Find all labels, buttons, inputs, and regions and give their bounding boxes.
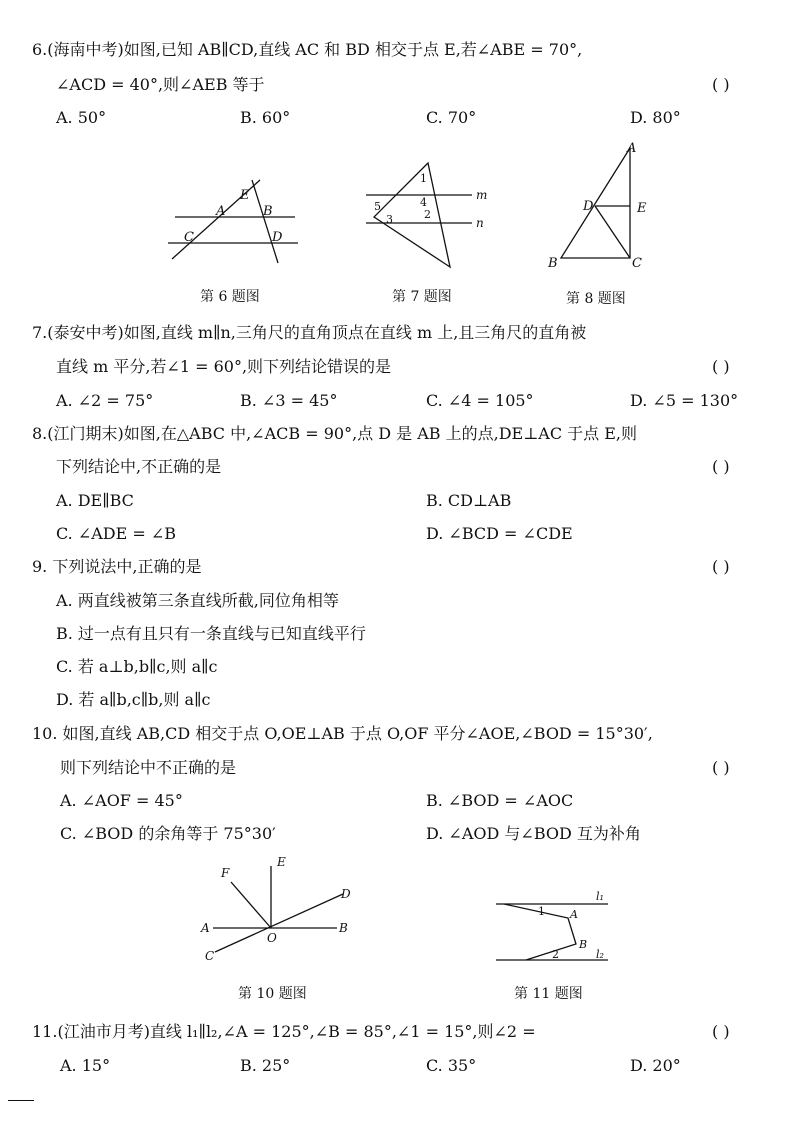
- option-8b[interactable]: B. CD⊥AB: [426, 491, 512, 510]
- question-7-line-2: 直线 m 平分,若∠1 = 60°,则下列结论错误的是: [56, 357, 392, 376]
- option-10d[interactable]: D. ∠AOD 与∠BOD 互为补角: [426, 824, 641, 843]
- question-10-line-1: 10. 如图,直线 AB,CD 相交于点 O,OE⊥AB 于点 O,OF 平分∠AOE,∠BOD = 15°30′,: [32, 724, 653, 743]
- option-6a[interactable]: A. 50°: [56, 108, 107, 127]
- figure-10-caption: 第 10 题图: [238, 986, 307, 1002]
- fig7-label-n: n: [476, 216, 484, 230]
- option-10b[interactable]: B. ∠BOD = ∠AOC: [426, 791, 574, 810]
- figure-6-caption: 第 6 题图: [200, 289, 260, 305]
- question-6-line-1: 6.(海南中考)如图,已知 AB∥CD,直线 AC 和 BD 相交于点 E,若∠ABE = 70°,: [32, 40, 583, 59]
- fig8-label-d: D: [583, 199, 594, 214]
- option-9b[interactable]: B. 过一点有且只有一条直线与已知直线平行: [56, 624, 366, 643]
- figure-11: [490, 888, 630, 968]
- fig10-label-d: D: [341, 887, 351, 901]
- question-11-line-1: 11.(江油市月考)直线 l₁∥l₂,∠A = 125°,∠B = 85°,∠1 = 15°,则∠2 =: [32, 1022, 536, 1041]
- option-10c[interactable]: C. ∠BOD 的余角等于 75°30′: [60, 824, 276, 843]
- option-11d[interactable]: D. 20°: [630, 1056, 681, 1075]
- option-7c[interactable]: C. ∠4 = 105°: [426, 391, 534, 410]
- figure-7: [360, 155, 490, 265]
- fig10-label-b: B: [339, 921, 348, 935]
- question-9-line-1: 9. 下列说法中,正确的是: [32, 557, 202, 576]
- answer-paren-11[interactable]: ( ): [712, 1022, 730, 1041]
- option-11c[interactable]: C. 35°: [426, 1056, 477, 1075]
- option-6d[interactable]: D. 80°: [630, 108, 681, 127]
- fig11-label-l1: l₁: [596, 890, 604, 903]
- footer-rule: [8, 1100, 34, 1101]
- option-7a[interactable]: A. ∠2 = 75°: [56, 391, 154, 410]
- fig11-label-1: 1: [538, 905, 545, 918]
- fig11-label-b: B: [579, 938, 588, 951]
- figure-8: [545, 140, 665, 270]
- question-8-line-1: 8.(江门期末)如图,在△ABC 中,∠ACB = 90°,点 D 是 AB 上的点,DE⊥AC 于点 E,则: [32, 424, 638, 443]
- figure-7-caption: 第 7 题图: [392, 289, 452, 305]
- fig8-label-c: C: [632, 256, 642, 271]
- option-9d[interactable]: D. 若 a∥b,c∥b,则 a∥c: [56, 690, 211, 709]
- option-10a[interactable]: A. ∠AOF = 45°: [60, 791, 183, 810]
- fig7-label-3: 3: [386, 213, 393, 226]
- option-9c[interactable]: C. 若 a⊥b,b∥c,则 a∥c: [56, 657, 218, 676]
- answer-paren-6[interactable]: ( ): [712, 75, 730, 94]
- fig10-label-f: F: [221, 866, 230, 880]
- fig10-label-e: E: [277, 855, 286, 869]
- question-10-line-2: 则下列结论中不正确的是: [60, 758, 237, 777]
- answer-paren-8[interactable]: ( ): [712, 457, 730, 476]
- fig6-label-a: A: [216, 204, 226, 219]
- fig6-label-d: D: [272, 230, 283, 245]
- fig7-label-2: 2: [424, 208, 431, 221]
- answer-paren-10[interactable]: ( ): [712, 758, 730, 777]
- fig7-label-4: 4: [420, 196, 427, 209]
- fig6-label-e: E: [240, 188, 250, 203]
- fig11-label-a: A: [570, 908, 578, 921]
- figure-8-caption: 第 8 题图: [566, 291, 626, 307]
- fig8-label-b: B: [548, 256, 558, 271]
- fig7-label-1: 1: [420, 172, 427, 185]
- option-8d[interactable]: D. ∠BCD = ∠CDE: [426, 524, 573, 543]
- option-6b[interactable]: B. 60°: [240, 108, 291, 127]
- option-7b[interactable]: B. ∠3 = 45°: [240, 391, 338, 410]
- option-11a[interactable]: A. 15°: [60, 1056, 111, 1075]
- fig11-label-l2: l₂: [596, 948, 604, 961]
- fig11-label-2: 2: [552, 948, 559, 961]
- fig6-label-b: B: [263, 204, 273, 219]
- option-8a[interactable]: A. DE∥BC: [56, 491, 134, 510]
- option-11b[interactable]: B. 25°: [240, 1056, 291, 1075]
- question-6-line-2: ∠ACD = 40°,则∠AEB 等于: [56, 75, 265, 94]
- figure-10: [195, 852, 365, 970]
- answer-paren-9[interactable]: ( ): [712, 557, 730, 576]
- fig7-label-m: m: [476, 188, 488, 202]
- option-7d[interactable]: D. ∠5 = 130°: [630, 391, 739, 410]
- question-8-line-2: 下列结论中,不正确的是: [56, 457, 222, 476]
- option-9a[interactable]: A. 两直线被第三条直线所截,同位角相等: [56, 591, 339, 610]
- fig10-label-o: O: [267, 931, 277, 945]
- figure-11-caption: 第 11 题图: [514, 986, 583, 1002]
- option-8c[interactable]: C. ∠ADE = ∠B: [56, 524, 177, 543]
- fig6-label-c: C: [184, 230, 194, 245]
- fig10-label-c: C: [205, 949, 215, 963]
- fig8-label-a: A: [627, 141, 637, 156]
- fig10-label-a: A: [201, 921, 210, 935]
- option-6c[interactable]: C. 70°: [426, 108, 477, 127]
- figure-6: [160, 175, 310, 265]
- question-7-line-1: 7.(泰安中考)如图,直线 m∥n,三角尺的直角顶点在直线 m 上,且三角尺的直角被: [32, 323, 587, 342]
- answer-paren-7[interactable]: ( ): [712, 357, 730, 376]
- fig8-label-e: E: [637, 201, 647, 216]
- fig7-label-5: 5: [374, 200, 381, 213]
